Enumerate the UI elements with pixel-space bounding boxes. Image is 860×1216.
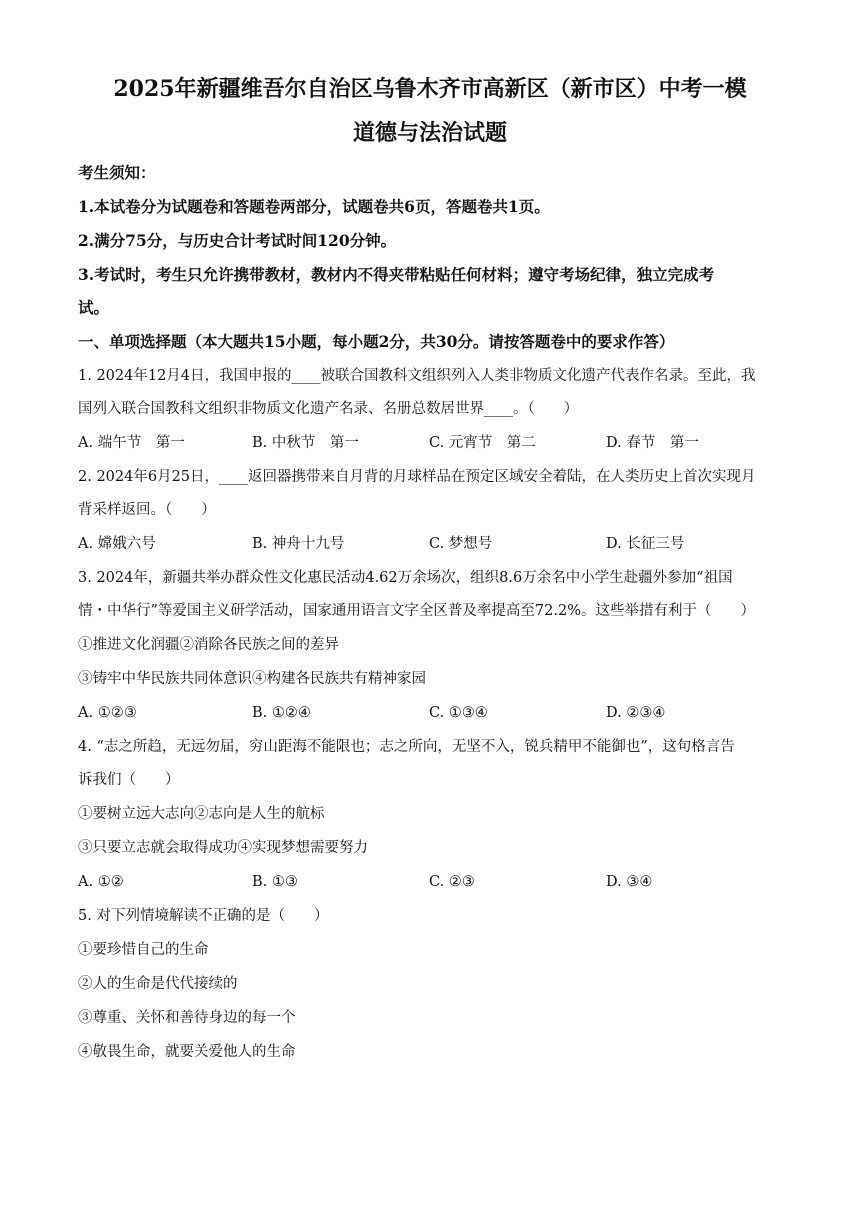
q4-option-c: C. ②③	[429, 874, 475, 890]
q1-option-d: D. 春节 第一	[606, 435, 699, 451]
question-4-stem-cont: 诉我们（ ）	[78, 772, 180, 788]
q2-option-a: A. 嫦娥六号	[78, 536, 156, 552]
q4-option-b: B. ①③	[252, 874, 298, 890]
exam-title: 2025年新疆维吾尔自治区乌鲁木齐市高新区（新市区）中考一模	[113, 76, 747, 102]
question-1-stem: 1. 2024年12月4日，我国申报的____被联合国教科文组织列入人类非物质文化遗产代表作名录。至此，我	[78, 368, 756, 384]
q2-option-c: C. 梦想号	[429, 536, 493, 552]
notice-item-2: 2.满分75分，与历史合计考试时间120分钟。	[78, 231, 397, 250]
q2-option-d: D. 长征三号	[606, 536, 685, 552]
question-1-stem-cont: 国列入联合国教科文组织非物质文化遗产名录、名册总数居世界____。（ ）	[78, 401, 579, 417]
q5-statement-2: ②人的生命是代代接续的	[78, 976, 238, 992]
q3-option-a: A. ①②③	[78, 705, 137, 721]
q5-statement-1: ①要珍惜自己的生命	[78, 942, 209, 958]
q3-option-d: D. ②③④	[606, 705, 666, 721]
question-2-stem: 2. 2024年6月25日，____返回器携带来自月背的月球样品在预定区域安全着陆，在人类历史上首次实现月	[78, 469, 756, 485]
q4-option-a: A. ①②	[78, 874, 124, 890]
q1-option-b: B. 中秋节 第一	[252, 435, 359, 451]
question-4-stem: 4. “志之所趋，无远勿届，穷山距海不能限也；志之所向，无坚不入，锐兵精甲不能御也”，这句格言告	[78, 739, 735, 755]
q5-statement-4: ④敬畏生命，就要关爱他人的生命	[78, 1044, 296, 1060]
q3-statements-2: ③铸牢中华民族共同体意识④构建各民族共有精神家园	[78, 671, 426, 687]
q1-option-c: C. 元宵节 第二	[429, 435, 536, 451]
question-3-stem: 3. 2024年，新疆共举办群众性文化惠民活动4.62万余场次，组织8.6万余名中小学生赴疆外参加“祖国	[78, 570, 733, 586]
q3-option-b: B. ①②④	[252, 705, 311, 721]
q1-option-a: A. 端午节 第一	[78, 435, 185, 451]
q4-statements-1: ①要树立远大志向②志向是人生的航标	[78, 806, 325, 822]
question-3-stem-cont: 情・中华行”等爱国主义研学活动，国家通用语言文字全区普及率提高至72.2%。这些举措有利于（ ）	[78, 603, 755, 619]
section-heading: 一、单项选择题（本大题共15小题，每小题2分，共30分。请按答题卷中的要求作答）	[78, 332, 675, 351]
notice-item-3-cont: 试。	[78, 298, 110, 317]
q4-option-d: D. ③④	[606, 874, 653, 890]
q4-statements-2: ③只要立志就会取得成功④实现梦想需要努力	[78, 840, 368, 856]
notice-item-3: 3.考试时，考生只允许携带教材，教材内不得夹带粘贴任何材料；遵守考场纪律，独立完成考	[78, 265, 715, 284]
notice-item-1: 1.本试卷分为试题卷和答题卷两部分，试题卷共6页，答题卷共1页。	[78, 197, 550, 216]
question-5-stem: 5. 对下列情境解读不正确的是（ ）	[78, 908, 329, 924]
q2-option-b: B. 神舟十九号	[252, 536, 345, 552]
exam-subject: 道德与法治试题	[352, 120, 507, 146]
question-2-stem-cont: 背采样返回。（ ）	[78, 502, 216, 518]
q3-option-c: C. ①③④	[429, 705, 488, 721]
notice-heading: 考生须知：	[78, 163, 156, 182]
q5-statement-3: ③尊重、关怀和善待身边的每一个	[78, 1010, 296, 1026]
q3-statements-1: ①推进文化润疆②消除各民族之间的差异	[78, 637, 339, 653]
